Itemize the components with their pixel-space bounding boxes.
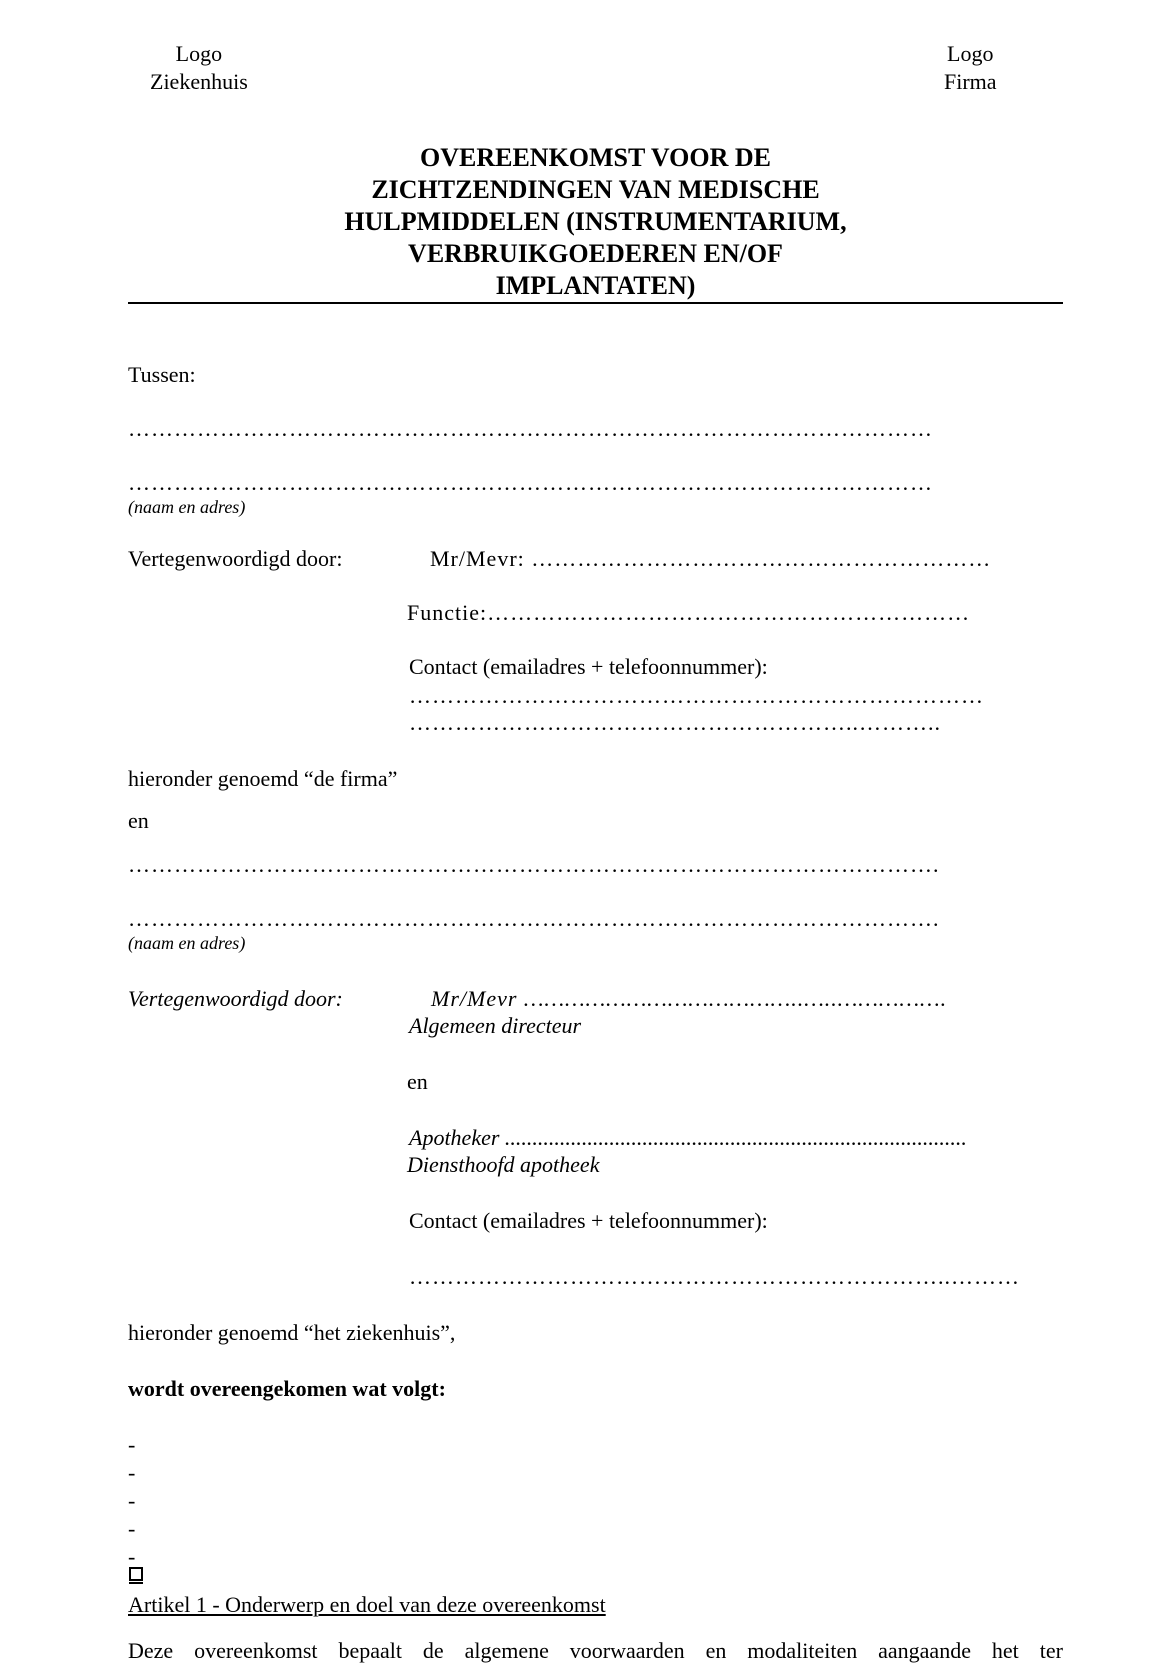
party2-contact-label: Contact (emailadres + telefoonnummer):: [409, 1208, 768, 1233]
party1-represented-label: Vertegenwoordigd door:: [128, 546, 343, 571]
party1-name-hint: (naam en adres): [128, 497, 246, 517]
article-1-word: algemene: [464, 1638, 549, 1663]
intro-between: Tussen:: [128, 362, 196, 387]
article-1-word: voorwaarden: [569, 1638, 685, 1663]
article-1-word: bepaalt: [338, 1638, 402, 1663]
list-item: -: [128, 1544, 136, 1569]
party2-pharmacy-title: Diensthoofd apotheek: [407, 1152, 600, 1177]
article-1-heading: Artikel 1 - Onderwerp en doel van deze overeenkomst: [128, 1592, 606, 1617]
article-1-word: het: [991, 1638, 1019, 1663]
list-item: -: [128, 1432, 136, 1457]
list-item: -: [128, 1460, 136, 1485]
title-line-4: VERBRUIKGOEDEREN EN/OF: [408, 239, 783, 268]
party2-designation: hieronder genoemd “het ziekenhuis”,: [128, 1320, 456, 1345]
article-1-word: modaliteiten: [747, 1638, 858, 1663]
party2-name-line-2: …………………………………………………………………………………………….: [128, 906, 940, 931]
party2-mr-mevr-line: Mr/Mevr …………………………………..…..…………….: [431, 986, 948, 1011]
logo-company-line-1: Logo: [947, 41, 994, 66]
logo-hospital: [150, 40, 248, 96]
article-1-word: Deze: [128, 1638, 174, 1663]
party1-function-line: Functie:………………………………………………………: [407, 600, 971, 625]
party1-name-line-1: ……………………………………………………………………………………………: [128, 416, 933, 441]
title-divider: [128, 302, 1063, 304]
party2-name-hint: (naam en adres): [128, 933, 246, 953]
logo-hospital-line-1: Logo: [175, 41, 223, 66]
article-1-word: overeenkomst: [194, 1638, 318, 1663]
list-item: -: [128, 1488, 136, 1513]
article-1-text: [128, 1640, 1063, 1662]
party2-pharmacist-line: [409, 1127, 967, 1149]
agreement-intro: wordt overeengekomen wat volgt:: [128, 1376, 446, 1401]
title-line-1: OVEREENKOMST VOOR DE: [419, 143, 772, 172]
party2-and: en: [407, 1069, 428, 1094]
connector-and: en: [128, 808, 149, 833]
party1-contact-line-1: …………………………………………………………………: [409, 683, 984, 708]
party2-represented-label: Vertegenwoordigd door:: [128, 986, 343, 1011]
article-1-word: ter: [1039, 1638, 1063, 1663]
party1-contact-label: Contact (emailadres + telefoonnummer):: [409, 654, 768, 679]
article-1-word: aangaande: [878, 1638, 971, 1663]
document-title: [128, 142, 1063, 302]
party2-director-title: Algemeen directeur: [409, 1013, 582, 1038]
title-line-3: HULPMIDDELEN (INSTRUMENTARIUM,: [344, 207, 847, 236]
logo-hospital-line-2: Ziekenhuis: [150, 69, 248, 94]
checkbox-icon[interactable]: [129, 1567, 143, 1581]
party2-pharmacist-text: Apotheker ....................................................................................: [409, 1125, 967, 1150]
list-item: -: [128, 1516, 136, 1541]
article-1-word: de: [422, 1638, 444, 1663]
logo-company-line-2: Firma: [944, 69, 997, 94]
party1-contact-line-2: …………………………………………………..………..: [409, 710, 941, 735]
party1-designation: hieronder genoemd “de firma”: [128, 766, 398, 791]
party1-mr-mevr-line: Mr/Mevr: ……………………………………………………: [430, 546, 992, 571]
title-line-5: IMPLANTATEN): [495, 271, 696, 300]
party2-name-line-1: …………………………………………………………………………………………….: [128, 852, 940, 877]
party1-name-line-2: ……………………………………………………………………………………………: [128, 470, 933, 495]
article-1-word: en: [705, 1638, 727, 1663]
logo-company: [944, 40, 997, 96]
party2-contact-line: ……………………………………………………………..………: [409, 1264, 1020, 1289]
title-line-2: ZICHTZENDINGEN VAN MEDISCHE: [371, 175, 820, 204]
